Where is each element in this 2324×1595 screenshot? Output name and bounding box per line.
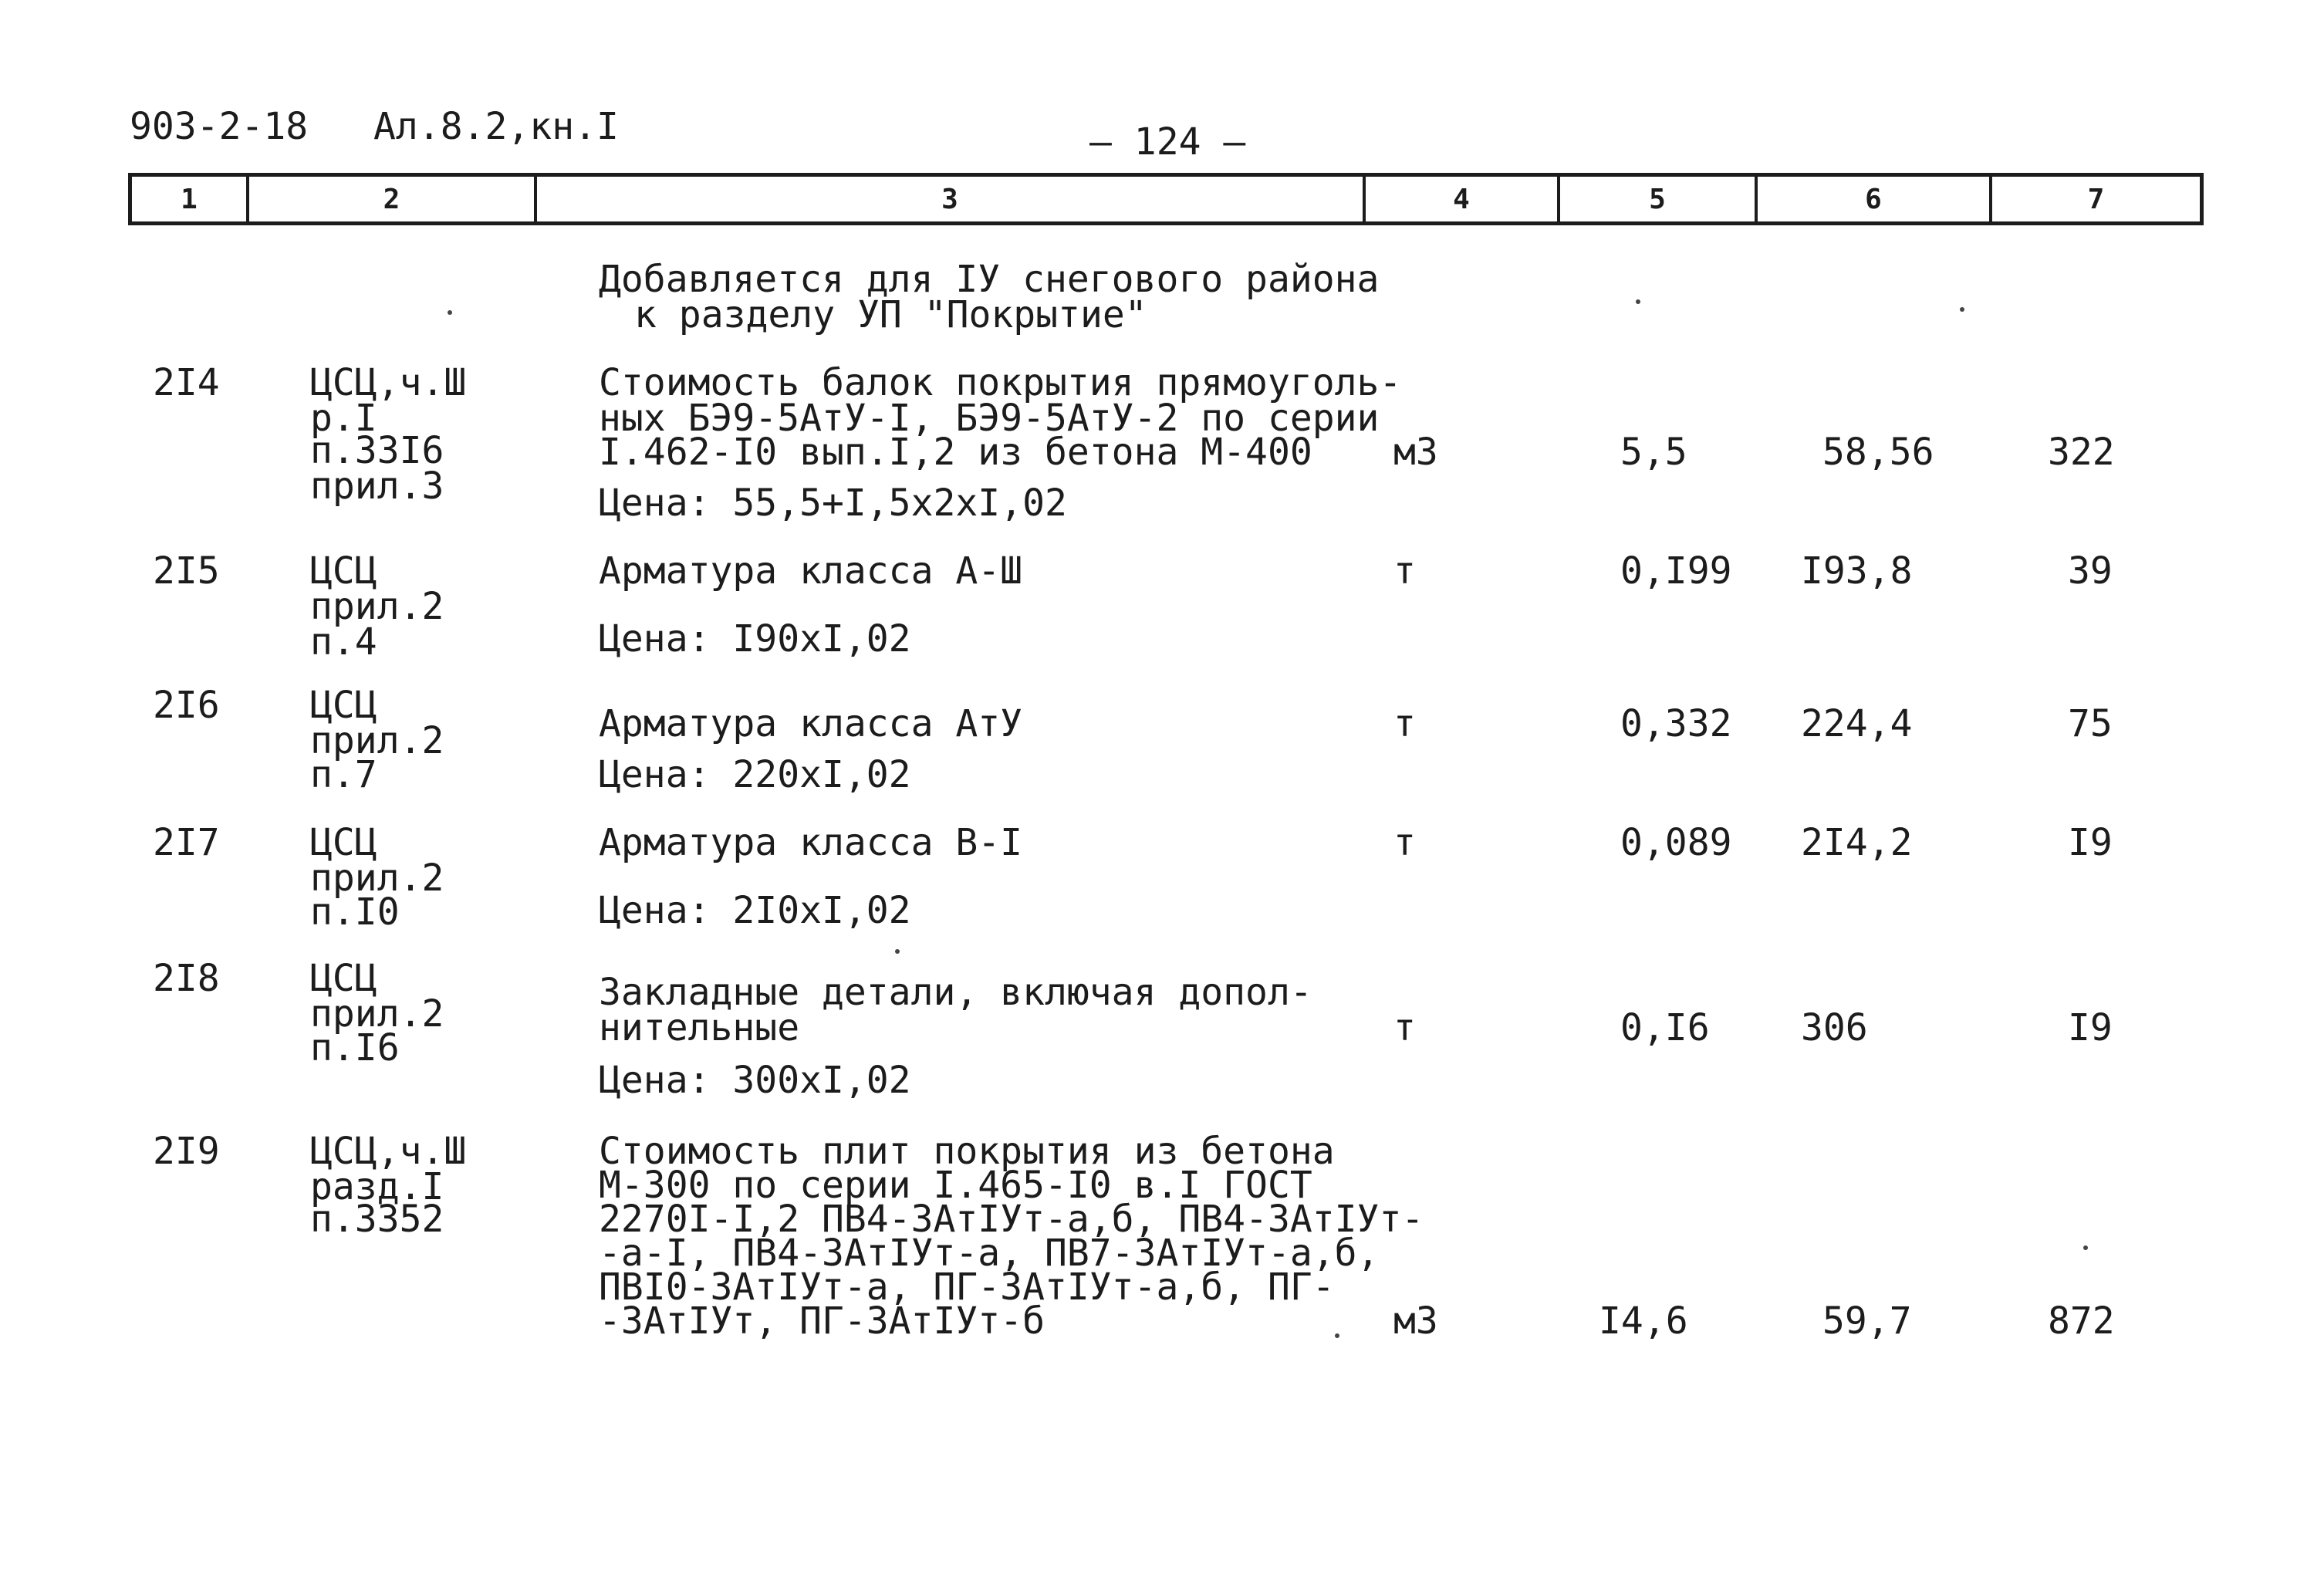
unit-price: 58,56 bbox=[1822, 431, 1934, 474]
total-cost: I9 bbox=[2068, 1006, 2113, 1049]
quantity: 0,I99 bbox=[1620, 549, 1732, 593]
unit: м3 bbox=[1393, 431, 1438, 474]
quantity: 0,089 bbox=[1620, 821, 1732, 864]
reference-line: ЦСЦ bbox=[310, 821, 377, 864]
column-header-2: 2 bbox=[249, 177, 537, 221]
reference-line: п.3352 bbox=[310, 1198, 444, 1241]
description-line: Стоимость плит покрытия из бетона bbox=[599, 1130, 1335, 1173]
description-line: Арматура класса В-I bbox=[599, 821, 1023, 864]
unit: м3 bbox=[1393, 1299, 1438, 1343]
price-formula: Цена: 2I0хI,02 bbox=[599, 889, 911, 932]
column-header-7: 7 bbox=[2087, 183, 2105, 215]
page-number: — 124 — bbox=[1089, 120, 1246, 164]
column-header-row bbox=[128, 173, 2204, 225]
row-number: 2I6 bbox=[153, 684, 220, 727]
unit-price: 59,7 bbox=[1822, 1299, 1912, 1343]
album-reference: Ал.8.2,кн.I bbox=[373, 105, 619, 148]
scan-speck bbox=[1636, 299, 1640, 304]
row-number: 2I4 bbox=[153, 361, 220, 404]
unit: т bbox=[1393, 702, 1416, 745]
reference-line: ЦСЦ bbox=[310, 684, 377, 727]
column-header-5: 5 bbox=[1560, 177, 1758, 221]
document-code: 903-2-18 bbox=[130, 105, 309, 148]
description-line: Арматура класса АтУ bbox=[599, 702, 1023, 745]
price-formula: Цена: 55,5+I,5х2хI,02 bbox=[599, 482, 1067, 525]
reference-line: ЦСЦ bbox=[310, 957, 377, 1000]
unit: т bbox=[1393, 549, 1416, 593]
description-line: Арматура класса А-Ш bbox=[599, 549, 1023, 593]
quantity: 0,332 bbox=[1620, 702, 1732, 745]
column-header-6: 6 bbox=[1758, 177, 1992, 221]
description-line: Стоимость балок покрытия прямоуголь- bbox=[599, 361, 1402, 404]
description-line: I.462-I0 вып.I,2 из бетона М-400 bbox=[599, 431, 1312, 474]
reference-line: прил.2 bbox=[310, 585, 444, 628]
description-line: ПВI0-3АтIУт-а, ПГ-3АтIУт-а,б, ПГ- bbox=[599, 1266, 1335, 1309]
price-formula: Цена: I90хI,02 bbox=[599, 617, 911, 661]
row-number: 2I5 bbox=[153, 549, 220, 593]
reference-line: прил.2 bbox=[310, 857, 444, 900]
unit-price: 2I4,2 bbox=[1801, 821, 1913, 864]
reference-line: р.I bbox=[310, 397, 377, 440]
description-line: М-300 по серии I.465-I0 в.I ГОСТ bbox=[599, 1164, 1312, 1207]
column-header-4: 4 bbox=[1366, 177, 1560, 221]
price-formula: Цена: 300хI,02 bbox=[599, 1059, 911, 1102]
reference-line: прил.3 bbox=[310, 465, 444, 508]
description-line: Закладные детали, включая допол- bbox=[599, 971, 1312, 1014]
reference-line: разд.I bbox=[310, 1165, 444, 1208]
unit-price: I93,8 bbox=[1801, 549, 1913, 593]
description-line: 2270I-I,2 ПВ4-3АтIУт-а,б, ПВ4-3АтIУт- bbox=[599, 1198, 1424, 1241]
reference-line: ЦСЦ,ч.Ш bbox=[310, 1130, 467, 1173]
scan-speck bbox=[448, 310, 452, 315]
scan-speck bbox=[2083, 1245, 2088, 1250]
unit: т bbox=[1393, 821, 1416, 864]
description-line: -3АтIУт, ПГ-3АтIУт-б bbox=[599, 1299, 1045, 1343]
scan-speck bbox=[1335, 1333, 1339, 1338]
reference-line: п.I6 bbox=[310, 1026, 400, 1070]
price-formula: Цена: 220хI,02 bbox=[599, 753, 911, 796]
column-header-1: 1 bbox=[132, 177, 249, 221]
quantity: I4,6 bbox=[1599, 1299, 1688, 1343]
unit-price: 224,4 bbox=[1801, 702, 1913, 745]
column-header-3: 3 bbox=[537, 177, 1366, 221]
description-line: -а-I, ПВ4-3АтIУт-а, ПВ7-3АтIУт-а,б, bbox=[599, 1232, 1380, 1275]
reference-line: п.4 bbox=[310, 620, 377, 664]
row-number: 2I8 bbox=[153, 957, 220, 1000]
section-title-line-2: к разделу УП "Покрытие" bbox=[634, 293, 1147, 336]
reference-line: прил.2 bbox=[310, 992, 444, 1036]
total-cost: 322 bbox=[2048, 431, 2115, 474]
description-line: нительные bbox=[599, 1006, 800, 1049]
total-cost: 75 bbox=[2068, 702, 2113, 745]
unit: т bbox=[1393, 1006, 1416, 1049]
reference-line: п.I0 bbox=[310, 890, 400, 934]
total-cost: 872 bbox=[2048, 1299, 2115, 1343]
reference-line: п.33I6 bbox=[310, 429, 444, 472]
reference-line: ЦСЦ,ч.Ш bbox=[310, 361, 467, 404]
row-number: 2I7 bbox=[153, 821, 220, 864]
quantity: 5,5 bbox=[1620, 431, 1687, 474]
section-title-line-1: Добавляется для IУ снегового района bbox=[599, 258, 1380, 301]
quantity: 0,I6 bbox=[1620, 1006, 1710, 1049]
scan-speck bbox=[1960, 307, 1964, 312]
description-line: ных БЭ9-5АтУ-I, БЭ9-5АтУ-2 по серии bbox=[599, 397, 1380, 440]
reference-line: п.7 bbox=[310, 753, 377, 796]
total-cost: I9 bbox=[2068, 821, 2113, 864]
reference-line: прил.2 bbox=[310, 719, 444, 762]
reference-line: ЦСЦ bbox=[310, 549, 377, 593]
scan-speck bbox=[895, 949, 900, 954]
total-cost: 39 bbox=[2068, 549, 2113, 593]
row-number: 2I9 bbox=[153, 1130, 220, 1173]
unit-price: 306 bbox=[1801, 1006, 1868, 1049]
